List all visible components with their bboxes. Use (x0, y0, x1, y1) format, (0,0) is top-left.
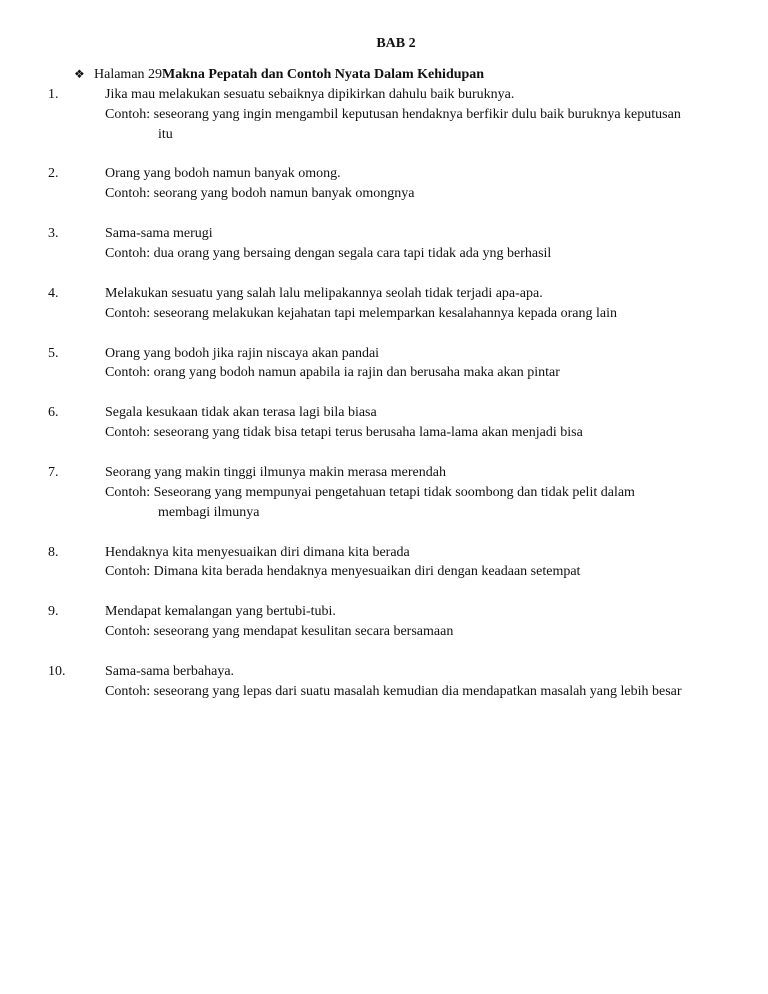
example-continuation: membagi ilmunya (158, 504, 260, 520)
item-number: 8. (48, 544, 59, 560)
example-text: Contoh: seseorang yang lepas dari suatu masalah kemudian dia mendapatkan masalah yang lebih besar (105, 683, 682, 699)
example-text: Contoh: seseorang yang mendapat kesulitan secara bersamaan (105, 624, 454, 640)
list-item (0, 403, 768, 443)
proverb-text: Sama-sama berbahaya. (105, 663, 235, 679)
example-text: Contoh: seseorang melakukan kejahatan tapi melemparkan kesalahannya kepada orang lain (105, 305, 617, 321)
section-heading (0, 65, 768, 85)
proverb-text: Seorang yang makin tinggi ilmunya makin merasa merendah (105, 464, 446, 480)
document-page (0, 34, 768, 722)
item-number: 7. (48, 464, 59, 480)
proverb-text: Orang yang bodoh namun banyak omong. (105, 166, 341, 182)
example-text: Contoh: Dimana kita berada hendaknya menyesuaikan diri dengan keadaan setempat (105, 564, 581, 580)
example-text: Contoh: seorang yang bodoh namun banyak omongnya (105, 186, 415, 202)
diamond-bullet-icon: ❖ (74, 66, 85, 81)
item-number: 2. (48, 166, 59, 182)
item-number: 1. (48, 86, 59, 102)
proverb-text: Hendaknya kita menyesuaikan diri dimana kita berada (105, 544, 410, 560)
list-item (0, 164, 768, 204)
example-text: Contoh: Seseorang yang mempunyai pengetahuan tetapi tidak soombong dan tidak pelit dalam (105, 484, 635, 500)
item-number: 10. (48, 663, 66, 679)
list-item (0, 463, 768, 523)
example-continuation: itu (158, 126, 173, 142)
item-number: 9. (48, 604, 59, 620)
example-text: Contoh: seseorang yang ingin mengambil keputusan hendaknya berfikir dulu baik buruknya keputusan (105, 106, 681, 122)
proverb-text: Mendapat kemalangan yang bertubi-tubi. (105, 604, 336, 620)
list-item (0, 85, 768, 145)
chapter-title: BAB 2 (376, 36, 416, 51)
item-number: 4. (48, 285, 59, 301)
proverb-text: Orang yang bodoh jika rajin niscaya akan pandai (105, 345, 380, 361)
list-item (0, 662, 768, 702)
proverb-text: Segala kesukaan tidak akan terasa lagi bila biasa (105, 405, 377, 421)
proverb-list (0, 85, 768, 702)
list-item (0, 224, 768, 264)
proverb-text: Sama-sama merugi (105, 226, 213, 242)
item-number: 3. (48, 226, 59, 242)
heading-bold: Makna Pepatah dan Contoh Nyata Dalam Kehidupan (162, 66, 485, 82)
list-item (0, 344, 768, 384)
example-text: Contoh: dua orang yang bersaing dengan segala cara tapi tidak ada yng berhasil (105, 246, 552, 262)
list-item (0, 284, 768, 324)
item-number: 5. (48, 345, 59, 361)
list-item (0, 602, 768, 642)
example-text: Contoh: orang yang bodoh namun apabila ia rajin dan berusaha maka akan pintar (105, 365, 560, 381)
example-text: Contoh: seseorang yang tidak bisa tetapi terus berusaha lama-lama akan menjadi bisa (105, 425, 583, 441)
proverb-text: Jika mau melakukan sesuatu sebaiknya dipikirkan dahulu baik buruknya. (105, 86, 515, 102)
heading-prefix: Halaman 29 (94, 66, 163, 82)
item-number: 6. (48, 405, 59, 421)
proverb-text: Melakukan sesuatu yang salah lalu melipakannya seolah tidak terjadi apa-apa. (105, 285, 543, 301)
list-item (0, 543, 768, 583)
